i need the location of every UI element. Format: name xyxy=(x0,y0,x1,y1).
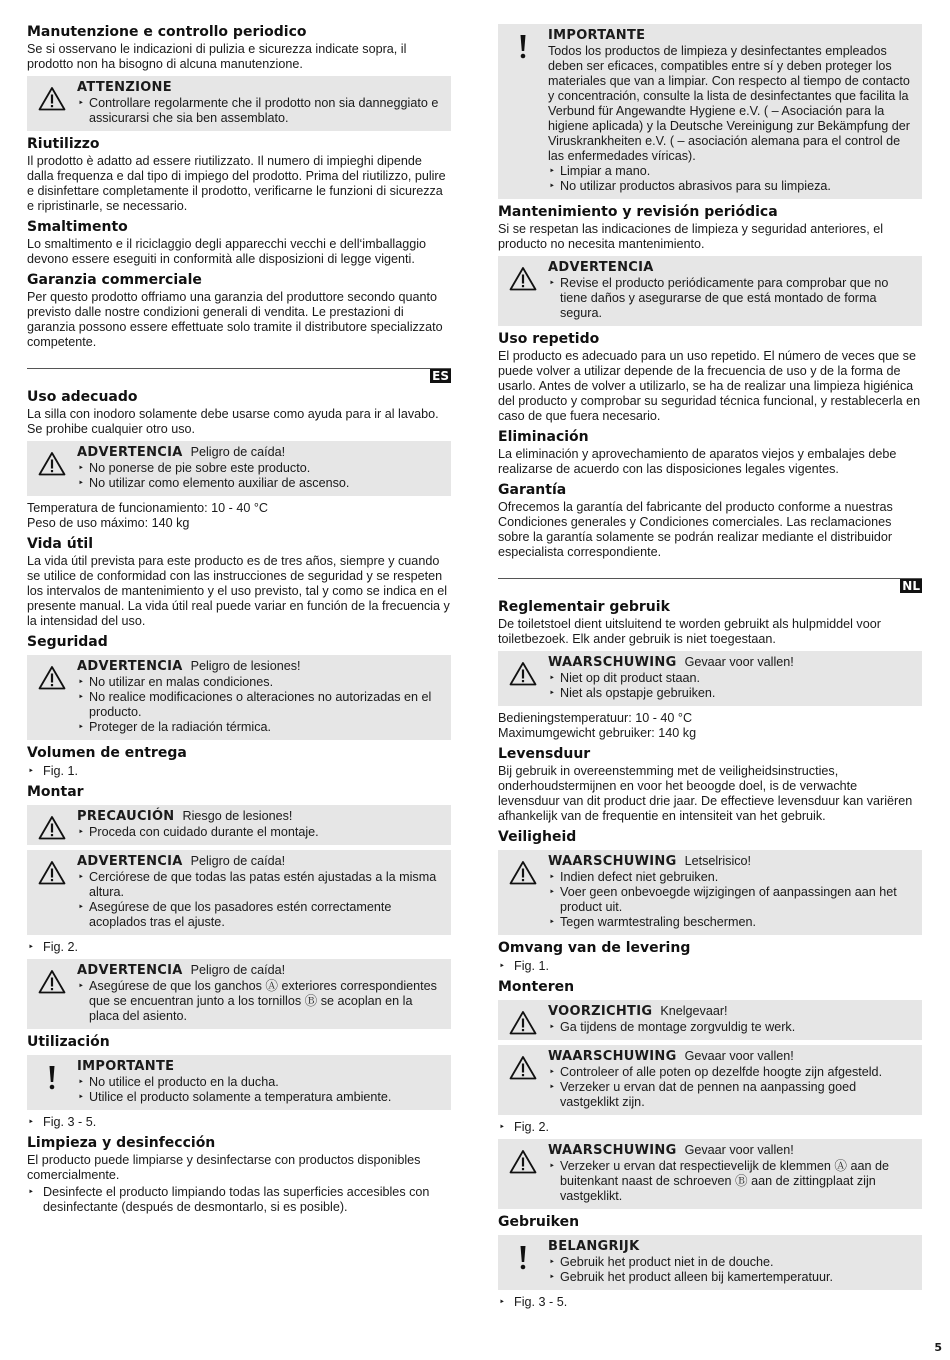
box-title: IMPORTANTE xyxy=(548,28,646,43)
exclamation-icon xyxy=(46,1065,58,1091)
section-heading: Reglementair gebruik xyxy=(498,599,670,615)
warning-triangle-icon xyxy=(509,661,537,686)
important-box xyxy=(27,1055,451,1110)
paragraph: La silla con inodoro solamente debe usarse como ayuda para ir al lavabo. Se prohibe cualquier otro uso. xyxy=(27,407,439,436)
spec-line: Peso de uso máximo: 140 kg xyxy=(27,516,190,530)
warning-box xyxy=(498,1045,922,1115)
section-heading: Volumen de entrega xyxy=(27,745,187,761)
section-heading: Garanzia commerciale xyxy=(27,272,202,288)
box-bullet: ‣ Verzeker u ervan dat respectievelijk de klemmen Ⓐ aan de buitenkant naast de schroeven Ⓑ aan de zittingplaat zijn vastgeklikt. xyxy=(548,1159,916,1204)
page-number: 5 xyxy=(934,1341,942,1354)
warning-triangle-icon xyxy=(509,1149,537,1174)
section-heading: Monteren xyxy=(498,979,575,995)
warning-box xyxy=(498,850,922,935)
warning-triangle-icon xyxy=(509,860,537,885)
warning-triangle-icon xyxy=(509,1010,537,1035)
box-title: WAARSCHUWING xyxy=(548,854,677,869)
section-heading: Smaltimento xyxy=(27,219,128,235)
box-bullet: ‣ Proteger de la radiación térmica. xyxy=(77,720,445,735)
box-bullet: ‣ No realice modificaciones o alteraciones no autorizadas en el producto. xyxy=(77,690,445,720)
section-heading: Garantía xyxy=(498,482,567,498)
box-title: PRECAUCIÓN xyxy=(77,809,175,824)
paragraph: Per questo prodotto offriamo una garanzia del produttore secondo quanto previsto dalle nostre condizioni generali di vendita. Le prestazioni di garanzia possono essere effettuate solo tramite il distributore specializzato competente. xyxy=(27,290,443,349)
paragraph: De toiletstoel dient uitsluitend te worden gebruikt als hulpmiddel voor toiletbezoek. Elk ander gebruik is niet toegestaan. xyxy=(498,617,881,646)
box-bullet: ‣ No utilizar productos abrasivos para su limpieza. xyxy=(548,179,916,194)
box-title: WAARSCHUWING xyxy=(548,655,677,670)
figure-reference: ‣ Fig. 3 - 5. xyxy=(27,1115,451,1130)
warning-box xyxy=(27,76,451,131)
box-bullet: ‣ Tegen warmtestraling beschermen. xyxy=(548,915,916,930)
section-heading: Mantenimiento y revisión periódica xyxy=(498,204,778,220)
section-heading: Vida útil xyxy=(27,536,93,552)
section-heading: Uso adecuado xyxy=(27,389,138,405)
warning-triangle-icon xyxy=(38,815,66,840)
important-box xyxy=(498,1235,922,1290)
box-bullet: ‣ Voer geen onbevoegde wijzigingen of aanpassingen aan het product uit. xyxy=(548,885,916,915)
box-text: Todos los productos de limpieza y desinfectantes empleados deben ser eficaces, compatibles entre sí y deben proteger los materiales que van a limpiar. Con respecto al tiempo de contacto y concentración, consulte la lista de desinfectantes que facilita la Verbund für Angewandte Hygiene e.V. ( – Asociación para la higiene aplicada) y la Deutsche Vereinigung zur Bekämpfung der Viruskrankheiten e.V. ( – asociación alemana para el control de las enfermedades víricas). xyxy=(548,44,910,163)
box-bullet: ‣ Indien defect niet gebruiken. xyxy=(548,870,916,885)
section-heading: Seguridad xyxy=(27,634,108,650)
figure-reference: ‣ Fig. 1. xyxy=(498,959,922,974)
box-title: ADVERTENCIA xyxy=(77,445,183,460)
box-subtitle: Peligro de lesiones! xyxy=(190,659,301,673)
box-bullet: ‣ No utilizar como elemento auxiliar de ascenso. xyxy=(77,476,445,491)
right-column xyxy=(498,22,922,1310)
warning-triangle-icon xyxy=(509,1055,537,1080)
spec-line: Maximumgewicht gebruiker: 140 kg xyxy=(498,726,697,740)
box-bullet: ‣ Asegúrese de que los ganchos Ⓐ exteriores correspondientes que se encuentran junto a los tornillos Ⓑ se acoplan en la placa del asiento. xyxy=(77,979,445,1024)
left-column xyxy=(27,22,451,1215)
box-subtitle: Riesgo de lesiones! xyxy=(182,809,293,823)
section-heading: Eliminación xyxy=(498,429,589,445)
box-title: VOORZICHTIG xyxy=(548,1004,653,1019)
section-heading: Veiligheid xyxy=(498,829,577,845)
language-separator xyxy=(27,368,451,384)
figure-reference: ‣ Fig. 3 - 5. xyxy=(498,1295,922,1310)
box-bullet: ‣ No ponerse de pie sobre este producto. xyxy=(77,461,445,476)
box-subtitle: Gevaar voor vallen! xyxy=(684,655,794,669)
box-bullet: ‣ Verzeker u ervan dat de pennen na aanpassing goed vastgeklikt zijn. xyxy=(548,1080,916,1110)
figure-reference: ‣ Fig. 1. xyxy=(27,764,451,779)
warning-box xyxy=(498,1139,922,1209)
box-title: ADVERTENCIA xyxy=(77,854,183,869)
box-subtitle: Knelgevaar! xyxy=(660,1004,728,1018)
paragraph: La vida útil prevista para este producto es de tres años, siempre y cuando se utilice de conformidad con las instrucciones de seguridad y se respeten los intervalos de mantenimiento y el uso previsto, tal y como se indica en el presente manual. La vida útil real puede variar en función de la frecuencia y la intensidad del uso. xyxy=(27,554,450,628)
paragraph: El producto puede limpiarse y desinfectarse con productos disponibles comercialmente. xyxy=(27,1153,421,1182)
box-bullet: ‣ Niet op dit product staan. xyxy=(548,671,916,686)
box-bullet: ‣ Proceda con cuidado durante el montaje. xyxy=(77,825,445,840)
paragraph: Bij gebruik in overeenstemming met de veiligheidsinstructies, onderhoudstermijnen en voor het beoogde doel, is de verwachte levensduur van dit product drie jaar. De effectieve levensduur kan variëren afhankelijk van de frequentie en intensiteit van het gebruik. xyxy=(498,764,913,823)
box-title: ADVERTENCIA xyxy=(77,963,183,978)
box-title: ADVERTENCIA xyxy=(548,260,654,275)
spec-line: Bedieningstemperatuur: 10 - 40 °C xyxy=(498,711,693,725)
warning-triangle-icon xyxy=(38,86,66,111)
box-subtitle: Letselrisico! xyxy=(684,854,752,868)
section-heading: Gebruiken xyxy=(498,1214,580,1230)
box-subtitle: Peligro de caída! xyxy=(190,445,286,459)
box-bullet: ‣ No utilizar en malas condiciones. xyxy=(77,675,445,690)
paragraph: El producto es adecuado para un uso repetido. El número de veces que se puede volver a utilizar depende de la frecuencia de uso y de la forma de usarlo. Antes de volver a utilizarlo, se ha de realizar una limpieza higiénica del producto y comprobar su seguridad técnica funcional, y restablecerla en caso de que fuera necesario. xyxy=(498,349,921,423)
paragraph: Se si osservano le indicazioni di pulizia e sicurezza indicate sopra, il prodotto non ha bisogno di alcuna manutenzione. xyxy=(27,42,407,71)
paragraph: Lo smaltimento e il riciclaggio degli apparecchi vecchi e dell‘imballaggio devono essere eseguiti in conformità alle disposizioni di legge vigenti. xyxy=(27,237,427,266)
section-heading: Utilización xyxy=(27,1034,110,1050)
exclamation-icon xyxy=(517,34,529,60)
box-title: ATTENZIONE xyxy=(77,80,172,95)
paragraph: Si se respetan las indicaciones de limpieza y seguridad anteriores, el producto no necesita mantenimiento. xyxy=(498,222,884,251)
section-heading: Montar xyxy=(27,784,84,800)
language-separator xyxy=(498,578,922,594)
warning-triangle-icon xyxy=(38,860,66,885)
caution-box xyxy=(498,1000,922,1040)
warning-box xyxy=(498,256,922,326)
box-bullet: ‣ Utilice el producto solamente a temperatura ambiente. xyxy=(77,1090,445,1105)
figure-reference: ‣ Fig. 2. xyxy=(498,1120,922,1135)
box-bullet: ‣ Cerciórese de que todas las patas estén ajustadas a la misma altura. xyxy=(77,870,445,900)
paragraph: La eliminación y aprovechamiento de aparatos viejos y embalajes debe realizarse de acuerdo con las disposiciones legales vigentes. xyxy=(498,447,897,476)
box-bullet: ‣ No utilice el producto en la ducha. xyxy=(77,1075,445,1090)
language-tag: ES xyxy=(432,369,449,383)
section-heading: Limpieza y desinfección xyxy=(27,1135,216,1151)
warning-box xyxy=(27,655,451,740)
box-title: WAARSCHUWING xyxy=(548,1143,677,1158)
box-bullet: ‣ Asegúrese de que los pasadores estén correctamente acoplados tras el ajuste. xyxy=(77,900,445,930)
bullet-item: ‣ Desinfecte el producto limpiando todas las superficies accesibles con desinfectante (después de desmontarlo, si es posible). xyxy=(27,1185,451,1215)
warning-box xyxy=(27,959,451,1029)
box-title: WAARSCHUWING xyxy=(548,1049,677,1064)
caution-box xyxy=(27,805,451,845)
box-title: ADVERTENCIA xyxy=(77,659,183,674)
important-box xyxy=(498,24,922,199)
box-bullet: ‣ Controllare regolarmente che il prodotto non sia danneggiato e assicurarsi che sia ben assemblato. xyxy=(77,96,445,126)
warning-box xyxy=(27,441,451,496)
warning-box xyxy=(27,850,451,935)
warning-triangle-icon xyxy=(509,266,537,291)
warning-box xyxy=(498,651,922,706)
section-heading: Manutenzione e controllo periodico xyxy=(27,24,307,40)
box-subtitle: Gevaar voor vallen! xyxy=(684,1049,794,1063)
paragraph: Ofrecemos la garantía del fabricante del producto conforme a nuestras Condiciones generales y Condiciones comerciales. Las reclamaciones sobre la garantía solamente se podrán realizar mediante el distribuidor especialista correspondiente. xyxy=(498,500,893,559)
section-heading: Omvang van de levering xyxy=(498,940,691,956)
exclamation-icon xyxy=(517,1245,529,1271)
section-heading: Riutilizzo xyxy=(27,136,100,152)
warning-triangle-icon xyxy=(38,969,66,994)
box-bullet: ‣ Revise el producto periódicamente para comprobar que no tiene daños y asegurarse de que está montado de forma segura. xyxy=(548,276,916,321)
figure-reference: ‣ Fig. 2. xyxy=(27,940,451,955)
paragraph: Il prodotto è adatto ad essere riutilizzato. Il numero di impieghi dipende dalla frequenza e dal tipo di impiego del prodotto. Prima del riutilizzo, pulire e disinfettare completamente il prodotto, verificarne le funzioni di sicurezza e ripristinarle, se necessario. xyxy=(27,154,446,213)
box-bullet: ‣ Ga tijdens de montage zorgvuldig te werk. xyxy=(548,1020,916,1035)
box-subtitle: Peligro de caída! xyxy=(190,854,286,868)
section-heading: Uso repetido xyxy=(498,331,600,347)
spec-line: Temperatura de funcionamiento: 10 - 40 °C xyxy=(27,501,268,515)
box-bullet: ‣ Gebruik het product alleen bij kamertemperatuur. xyxy=(548,1270,916,1285)
section-heading: Levensduur xyxy=(498,746,591,762)
box-bullet: ‣ Gebruik het product niet in de douche. xyxy=(548,1255,916,1270)
box-subtitle: Peligro de caída! xyxy=(190,963,286,977)
box-bullet: ‣ Limpiar a mano. xyxy=(548,164,916,179)
warning-triangle-icon xyxy=(38,451,66,476)
warning-triangle-icon xyxy=(38,665,66,690)
language-tag: NL xyxy=(902,579,920,593)
box-subtitle: Gevaar voor vallen! xyxy=(684,1143,794,1157)
box-bullet: ‣ Controleer of alle poten op dezelfde hoogte zijn afgesteld. xyxy=(548,1065,916,1080)
box-bullet: ‣ Niet als opstapje gebruiken. xyxy=(548,686,916,701)
box-title: BELANGRIJK xyxy=(548,1239,640,1254)
box-title: IMPORTANTE xyxy=(77,1059,175,1074)
